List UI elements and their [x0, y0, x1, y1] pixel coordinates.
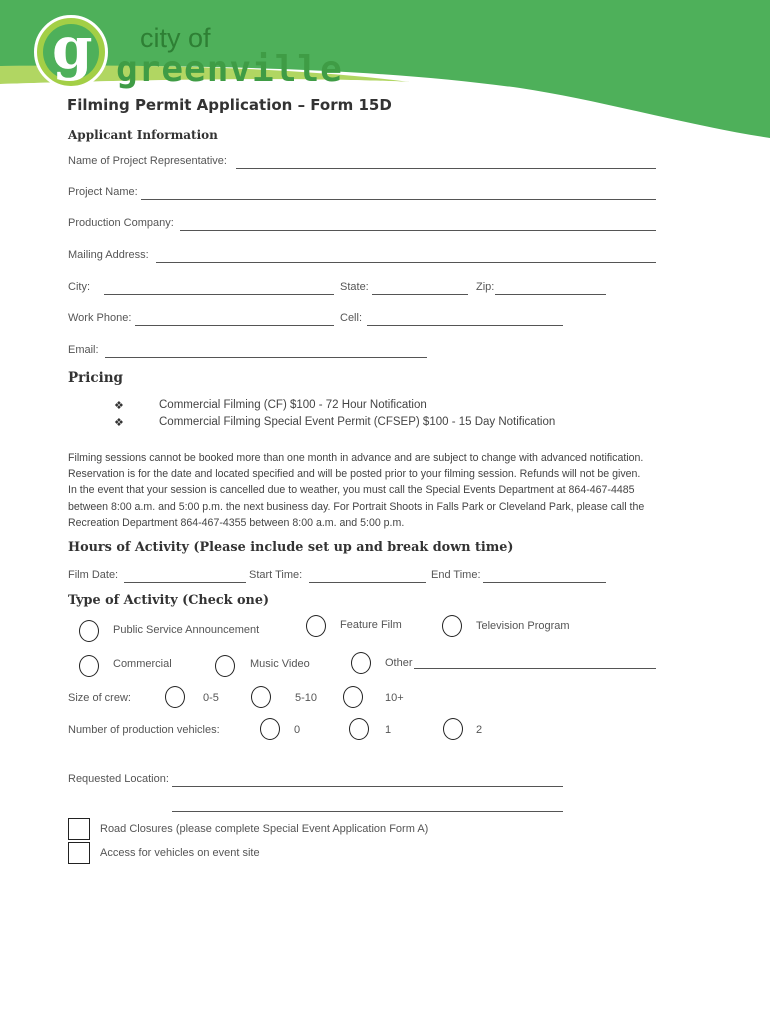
other-label: Other	[385, 657, 413, 669]
notice-line: Recreation Department 864-467-4355 between 8:00 a.m. and 5:00 p.m.	[68, 516, 405, 529]
form-title: Filming Permit Application – Form 15D	[67, 96, 392, 114]
notice-line: In the event that your session is cancelled due to weather, you must call the Special Events Department at 864-467-4485	[68, 484, 635, 497]
cell-label: Cell:	[340, 312, 363, 324]
film-date-label: Film Date:	[68, 569, 119, 581]
film-date-field[interactable]	[124, 582, 246, 583]
pricing-bullet-icon: ❖	[114, 417, 124, 429]
notice-line: Reservation is for the date and located specified and will be posted prior to your filming session. Refunds will not be given.	[68, 468, 641, 481]
tv-program-label: Television Program	[476, 620, 570, 632]
work-phone-label: Work Phone:	[68, 312, 132, 324]
activity-heading: Type of Activity (Check one)	[68, 593, 270, 608]
location-field[interactable]	[172, 786, 563, 787]
vehicles-radio-1[interactable]	[349, 718, 369, 740]
crew-radio-5-10[interactable]	[251, 686, 271, 708]
vehicles-radio-0[interactable]	[260, 718, 280, 740]
music-video-label: Music Video	[250, 658, 310, 670]
vehicle-option: 1	[385, 724, 392, 736]
logo-city-of: city of	[140, 23, 211, 53]
pricing-item: Commercial Filming (CF) $100 - 72 Hour Notification	[159, 399, 427, 411]
commercial-label: Commercial	[113, 658, 172, 670]
crew-option: 5-10	[295, 692, 318, 704]
tv-program-radio[interactable]	[442, 615, 462, 637]
project-label: Project Name:	[68, 186, 138, 198]
location-field-line-2[interactable]	[172, 811, 563, 812]
hours-heading: Hours of Activity (Please include set up and break down time)	[68, 540, 514, 555]
start-time-label: Start Time:	[249, 569, 303, 581]
crew-label: Size of crew:	[68, 692, 131, 704]
email-field[interactable]	[105, 357, 427, 358]
logo-g-mark	[34, 15, 108, 89]
company-field[interactable]	[180, 230, 656, 231]
crew-option: 10+	[385, 692, 404, 704]
city-label: City:	[68, 281, 90, 293]
pricing-bullet-icon: ❖	[114, 400, 124, 412]
logo-greenville: greenville	[116, 49, 343, 90]
rep-field[interactable]	[236, 168, 656, 169]
logo-g-letter-icon: g	[52, 14, 93, 82]
end-time-field[interactable]	[483, 582, 606, 583]
music-video-radio[interactable]	[215, 655, 235, 677]
work-phone-field[interactable]	[135, 325, 334, 326]
vehicle-option: 0	[294, 724, 301, 736]
state-field[interactable]	[372, 294, 468, 295]
pricing-heading: Pricing	[68, 370, 123, 386]
pricing-notice	[68, 450, 728, 531]
road-closures-label: Road Closures (please complete Special Event Application Form A)	[100, 823, 429, 835]
city-logo	[30, 14, 343, 95]
location-label: Requested Location:	[68, 773, 169, 785]
cell-field[interactable]	[367, 325, 563, 326]
notice-line: between 8:00 a.m. and 5:00 p.m. the next business day. For Portrait Shoots in Falls Park or Cleveland Park, please call the	[68, 500, 645, 513]
zip-label: Zip:	[476, 281, 495, 293]
vehicles-radio-2[interactable]	[443, 718, 463, 740]
company-label: Production Company:	[68, 217, 174, 229]
vehicle-access-label: Access for vehicles on event site	[100, 847, 260, 859]
pricing-item: Commercial Filming Special Event Permit (CFSEP) $100 - 15 Day Notification	[159, 416, 556, 428]
notice-line: Filming sessions cannot be booked more than one month in advance and are subject to change with advanced notification.	[68, 452, 644, 464]
vehicle-option: 2	[476, 724, 483, 736]
feature-film-radio[interactable]	[306, 615, 326, 637]
other-radio[interactable]	[351, 652, 371, 674]
start-time-field[interactable]	[309, 582, 426, 583]
zip-field[interactable]	[495, 294, 606, 295]
state-label: State:	[340, 281, 369, 293]
crew-radio-10-plus[interactable]	[343, 686, 363, 708]
crew-option: 0-5	[203, 692, 219, 704]
road-closures-checkbox[interactable]	[68, 818, 90, 840]
project-field[interactable]	[141, 199, 656, 200]
end-time-label: End Time:	[431, 569, 481, 581]
rep-label: Name of Project Representative:	[68, 155, 227, 167]
feature-film-label: Feature Film	[340, 619, 402, 631]
other-field[interactable]	[414, 668, 656, 669]
vehicles-label: Number of production vehicles:	[68, 724, 220, 736]
email-label: Email:	[68, 344, 99, 356]
psa-radio[interactable]	[79, 620, 99, 642]
mailing-label: Mailing Address:	[68, 249, 149, 261]
vehicle-access-checkbox[interactable]	[68, 842, 90, 864]
psa-label: Public Service Announcement	[113, 624, 260, 636]
applicant-heading: Applicant Information	[68, 128, 218, 142]
crew-radio-0-5[interactable]	[165, 686, 185, 708]
mailing-field[interactable]	[156, 262, 656, 263]
city-field[interactable]	[104, 294, 334, 295]
commercial-radio[interactable]	[79, 655, 99, 677]
